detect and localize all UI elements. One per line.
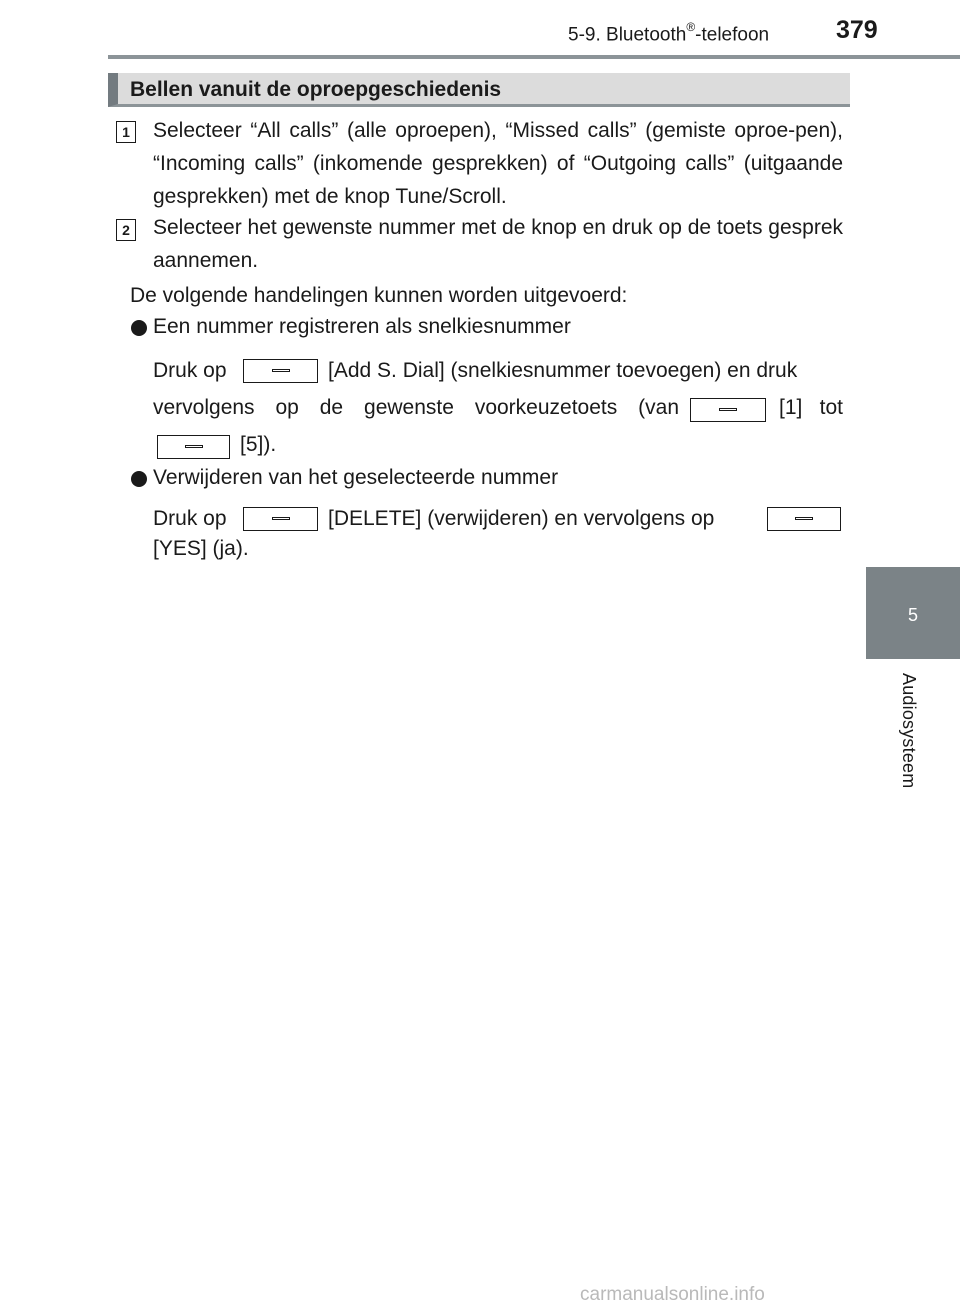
bullet-1-heading: Een nummer registreren als snelkiesnummer — [153, 315, 571, 338]
chapter-number: 5 — [907, 605, 918, 625]
step-2-text: Selecteer het gewenste nummer met de knop en druk op de toets gesprek aannemen. — [153, 216, 843, 272]
step-badge-1: 1 — [116, 121, 136, 143]
header-rule — [108, 55, 960, 59]
bullet-2-line1-before: Druk op — [153, 507, 227, 530]
bullet-1-line3-after: [5]). — [240, 433, 277, 456]
running-header — [568, 22, 769, 46]
watermark: carmanualsonline.info — [580, 1284, 765, 1305]
chapter-tab — [866, 567, 960, 659]
preset-button-icon — [690, 398, 766, 422]
header-section-suffix: -telefoon — [695, 24, 770, 46]
chapter-label: Audiosysteem — [899, 673, 919, 789]
bullet-icon — [131, 471, 147, 487]
bullet-2-line1-after: [DELETE] (verwijderen) en vervolgens op — [328, 507, 715, 530]
bullet-1-line2-after: [1] tot — [779, 396, 843, 419]
header-section-prefix: 5-9. Bluetooth — [568, 24, 687, 46]
preset-button-icon — [243, 359, 318, 383]
bullet-icon — [131, 320, 147, 336]
bullet-1-line1-after: [Add S. Dial] (snelkiesnummer toevoegen) en druk — [328, 359, 798, 382]
bullet-2-heading: Verwijderen van het geselecteerde nummer — [153, 466, 559, 489]
intro-text: De volgende handelingen kunnen worden uitgevoerd: — [130, 284, 628, 307]
preset-button-icon — [157, 435, 230, 459]
bullet-1-line1-before: Druk op — [153, 359, 227, 382]
preset-button-icon — [243, 507, 318, 531]
step-1-text: Selecteer “All calls” (alle oproepen), “Missed calls” (gemiste oproe-pen), “Incoming calls” (inkomende gesprekken) of “Outgoing calls” (uitgaande gesprekken) met de knop Tune/Scroll. — [153, 119, 843, 208]
section-title: Bellen vanuit de oproepgeschiedenis — [130, 78, 502, 101]
section-title-bar — [108, 73, 850, 107]
registered-mark: ® — [686, 20, 696, 34]
bullet-2-line2: [YES] (ja). — [153, 537, 249, 560]
preset-button-icon — [767, 507, 841, 531]
bullet-1-line2-before: vervolgens op de gewenste voorkeuzetoets (van — [153, 396, 679, 419]
page-number: 379 — [836, 16, 878, 44]
step-badge-2: 2 — [116, 219, 136, 241]
